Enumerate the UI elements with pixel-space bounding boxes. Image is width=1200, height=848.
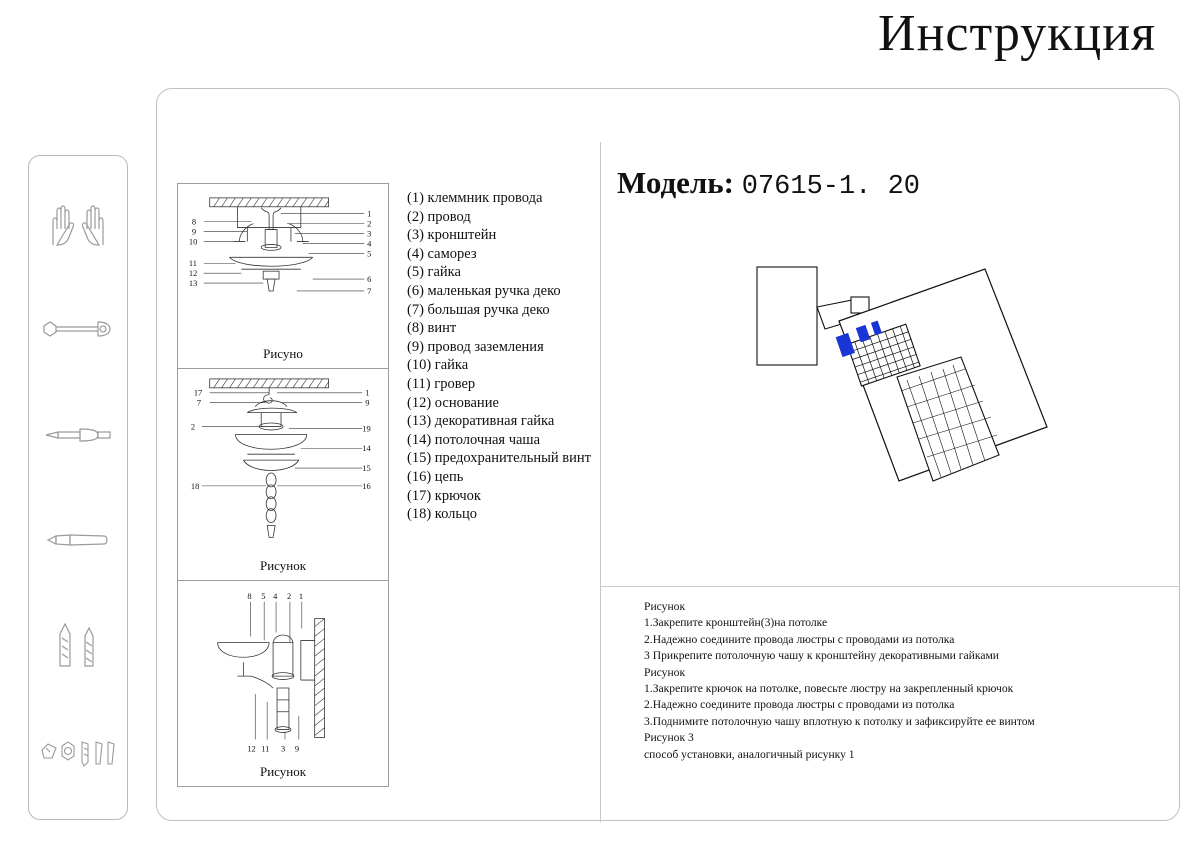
page-title: Инструкция	[878, 5, 1156, 62]
svg-text:4: 4	[367, 239, 372, 249]
figure-1	[177, 183, 389, 369]
svg-text:18: 18	[190, 481, 200, 491]
svg-text:8: 8	[247, 591, 252, 601]
instruction-line: Рисунок	[644, 600, 686, 613]
part-item: (5) гайка	[407, 264, 461, 281]
part-item: (12) основание	[407, 394, 499, 411]
instruction-line: 1.Закрепите крючок на потолке, повесьте люстру на закрепленный крючок	[644, 682, 1014, 696]
product-illustration	[747, 259, 1077, 529]
part-item: (7) большая ручка деко	[407, 301, 550, 318]
figure-1-caption: Рисуно	[263, 346, 303, 361]
fasteners-icon	[37, 709, 119, 795]
part-item: (9) провод заземления	[407, 338, 544, 355]
part-item: (8) винт	[407, 320, 457, 337]
model-heading	[617, 165, 920, 202]
model-label: Модель:	[617, 165, 735, 200]
svg-text:17: 17	[193, 388, 203, 398]
svg-text:10: 10	[188, 237, 198, 247]
svg-text:2: 2	[286, 591, 292, 601]
part-item: (6) маленькая ручка деко	[407, 282, 561, 299]
svg-text:12: 12	[247, 744, 256, 754]
svg-text:9: 9	[191, 227, 197, 237]
part-item: (10) гайка	[407, 357, 469, 374]
tools-strip	[28, 155, 128, 820]
svg-text:4: 4	[273, 591, 278, 601]
svg-text:3: 3	[367, 229, 372, 239]
svg-text:8: 8	[191, 217, 197, 227]
svg-text:5: 5	[261, 591, 266, 601]
instruction-line: 3 Прикрепите потолочную чашу к кронштейну декоративными гайками	[644, 649, 1000, 663]
figure-2	[177, 369, 389, 581]
marker-icon	[37, 497, 119, 583]
figure-3	[177, 581, 389, 787]
svg-text:12: 12	[188, 269, 198, 279]
svg-text:7: 7	[196, 398, 202, 408]
instructions-text	[644, 599, 1164, 763]
part-item: (11) гровер	[407, 375, 476, 392]
svg-text:2: 2	[367, 219, 372, 229]
part-item: (2) провод	[407, 208, 471, 225]
instruction-line: 1.Закрепите кронштейн(3)на потолке	[644, 616, 828, 630]
drill-bits-icon	[37, 603, 119, 689]
part-item: (1) клеммник провода	[407, 190, 543, 206]
svg-text:3: 3	[281, 744, 286, 754]
svg-text:15: 15	[362, 464, 371, 474]
gloves-icon	[37, 180, 119, 266]
part-item: (3) кронштейн	[407, 227, 497, 244]
screwdriver-icon	[37, 392, 119, 478]
figure-2-caption: Рисунок	[259, 558, 307, 573]
svg-text:13: 13	[188, 279, 198, 289]
svg-text:6: 6	[367, 275, 372, 285]
instruction-panel	[156, 88, 1180, 821]
svg-text:1: 1	[365, 388, 370, 398]
svg-text:2: 2	[190, 422, 196, 432]
instruction-line: способ установки, аналогичный рисунку 1	[644, 747, 855, 761]
figure-3-caption: Рисунок	[259, 764, 307, 779]
instruction-line: Рисунок	[644, 665, 686, 679]
svg-text:11: 11	[188, 259, 198, 269]
part-item: (18) кольцо	[407, 506, 478, 523]
horizontal-divider	[600, 586, 1180, 587]
instruction-line: 3.Поднимите потолочную чашу вплотную к потолку и зафиксируйте ее винтом	[644, 714, 1035, 728]
part-item: (15) предохранительный винт	[407, 450, 591, 467]
svg-text:16: 16	[362, 481, 371, 491]
svg-text:14: 14	[362, 444, 371, 454]
part-item: (13) декоративная гайка	[407, 413, 555, 430]
instruction-line: Рисунок 3	[644, 731, 694, 745]
svg-text:1: 1	[298, 591, 304, 601]
svg-text:9: 9	[294, 744, 300, 754]
part-item: (4) саморез	[407, 245, 477, 262]
figures-column	[177, 183, 389, 787]
wrench-icon	[37, 286, 119, 372]
vertical-divider	[600, 142, 601, 822]
parts-list	[407, 189, 597, 524]
instruction-line: 2.Надежно соедините провода люстры с проводами из потолка	[644, 632, 955, 646]
model-value: 07615-1. 20	[741, 172, 920, 202]
svg-text:5: 5	[367, 249, 372, 259]
svg-text:9: 9	[365, 398, 370, 408]
instruction-line: 2.Надежно соедините провода люстры с проводами из потолка	[644, 698, 955, 712]
svg-text:11: 11	[261, 744, 270, 754]
part-item: (16) цепь	[407, 468, 464, 485]
part-item: (14) потолочная чаша	[407, 431, 541, 448]
svg-text:1: 1	[367, 209, 372, 219]
part-item: (17) крючок	[407, 487, 481, 504]
svg-text:19: 19	[362, 424, 371, 434]
svg-text:7: 7	[367, 286, 372, 296]
